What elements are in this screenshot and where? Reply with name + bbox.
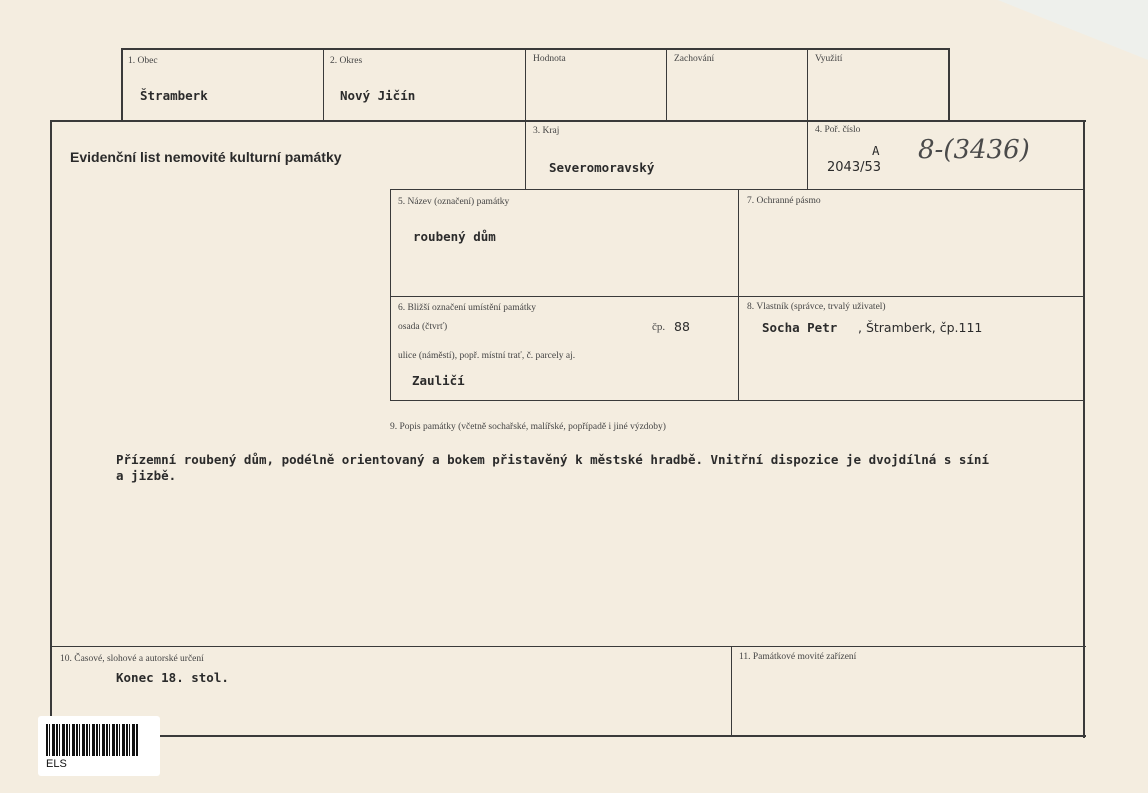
cp-label: čp. <box>652 321 666 333</box>
barcode-icon <box>46 724 138 756</box>
casove-urceni-value: Konec 18. stol. <box>116 670 229 685</box>
por-cislo-label: 4. Poř. číslo <box>815 125 861 135</box>
popis-line-2: a jizbě. <box>116 468 177 483</box>
form-title: Evidenční list nemovité kulturní památky <box>70 149 342 165</box>
vlastnik-address: , Štramberk, čp.111 <box>858 320 983 335</box>
nazev-value: roubený dům <box>413 229 496 244</box>
popis-line-1: Přízemní roubený dům, podélně orientovaný a bokem přistavěný k městské hradbě. Vnitřní dispozice je dvojdílná s síní <box>116 452 989 467</box>
obec-label: 1. Obec <box>128 56 158 66</box>
vlastnik-label: 8. Vlastník (správce, trvalý uživatel) <box>747 302 886 312</box>
vlastnik-name: Socha Petr <box>762 320 838 335</box>
okres-value: Nový Jičín <box>340 88 416 103</box>
okres-label: 2. Okres <box>330 56 363 66</box>
handwritten-number: 8-(3436) <box>918 135 1030 165</box>
cp-value: 88 <box>674 319 690 334</box>
folded-corner <box>998 0 1148 60</box>
kraj-label: 3. Kraj <box>533 126 560 136</box>
vyuziti-label: Využití <box>815 54 843 64</box>
barcode-sticker <box>38 716 160 776</box>
casove-urceni-label: 10. Časové, slohové a autorské určení <box>60 654 204 664</box>
hodnota-label: Hodnota <box>533 54 566 64</box>
ulice-value: Zauličí <box>412 373 465 388</box>
zachovani-label: Zachování <box>674 54 715 64</box>
popis-label: 9. Popis památky (včetně sochařské, malířské, popřípadě i jiné výzdoby) <box>390 422 666 432</box>
barcode-text: ELS <box>46 758 67 770</box>
por-cislo-prefix: A <box>872 143 880 158</box>
por-cislo-value: 2043/53 <box>827 160 882 175</box>
movite-zarizeni-label: 11. Památkové movité zařízení <box>739 652 857 662</box>
osada-label: osada (čtvrť) <box>398 322 448 332</box>
ochranne-pasmo-label: 7. Ochranné pásmo <box>747 196 821 206</box>
obec-value: Štramberk <box>140 88 208 103</box>
popis-text <box>116 452 1066 484</box>
umisteni-label: 6. Bližší označení umístění památky <box>398 303 536 313</box>
kraj-value: Severomoravský <box>549 160 655 175</box>
ulice-label: ulice (náměstí), popř. místní trať, č. parcely aj. <box>398 351 576 361</box>
nazev-label: 5. Název (označení) památky <box>398 197 510 207</box>
